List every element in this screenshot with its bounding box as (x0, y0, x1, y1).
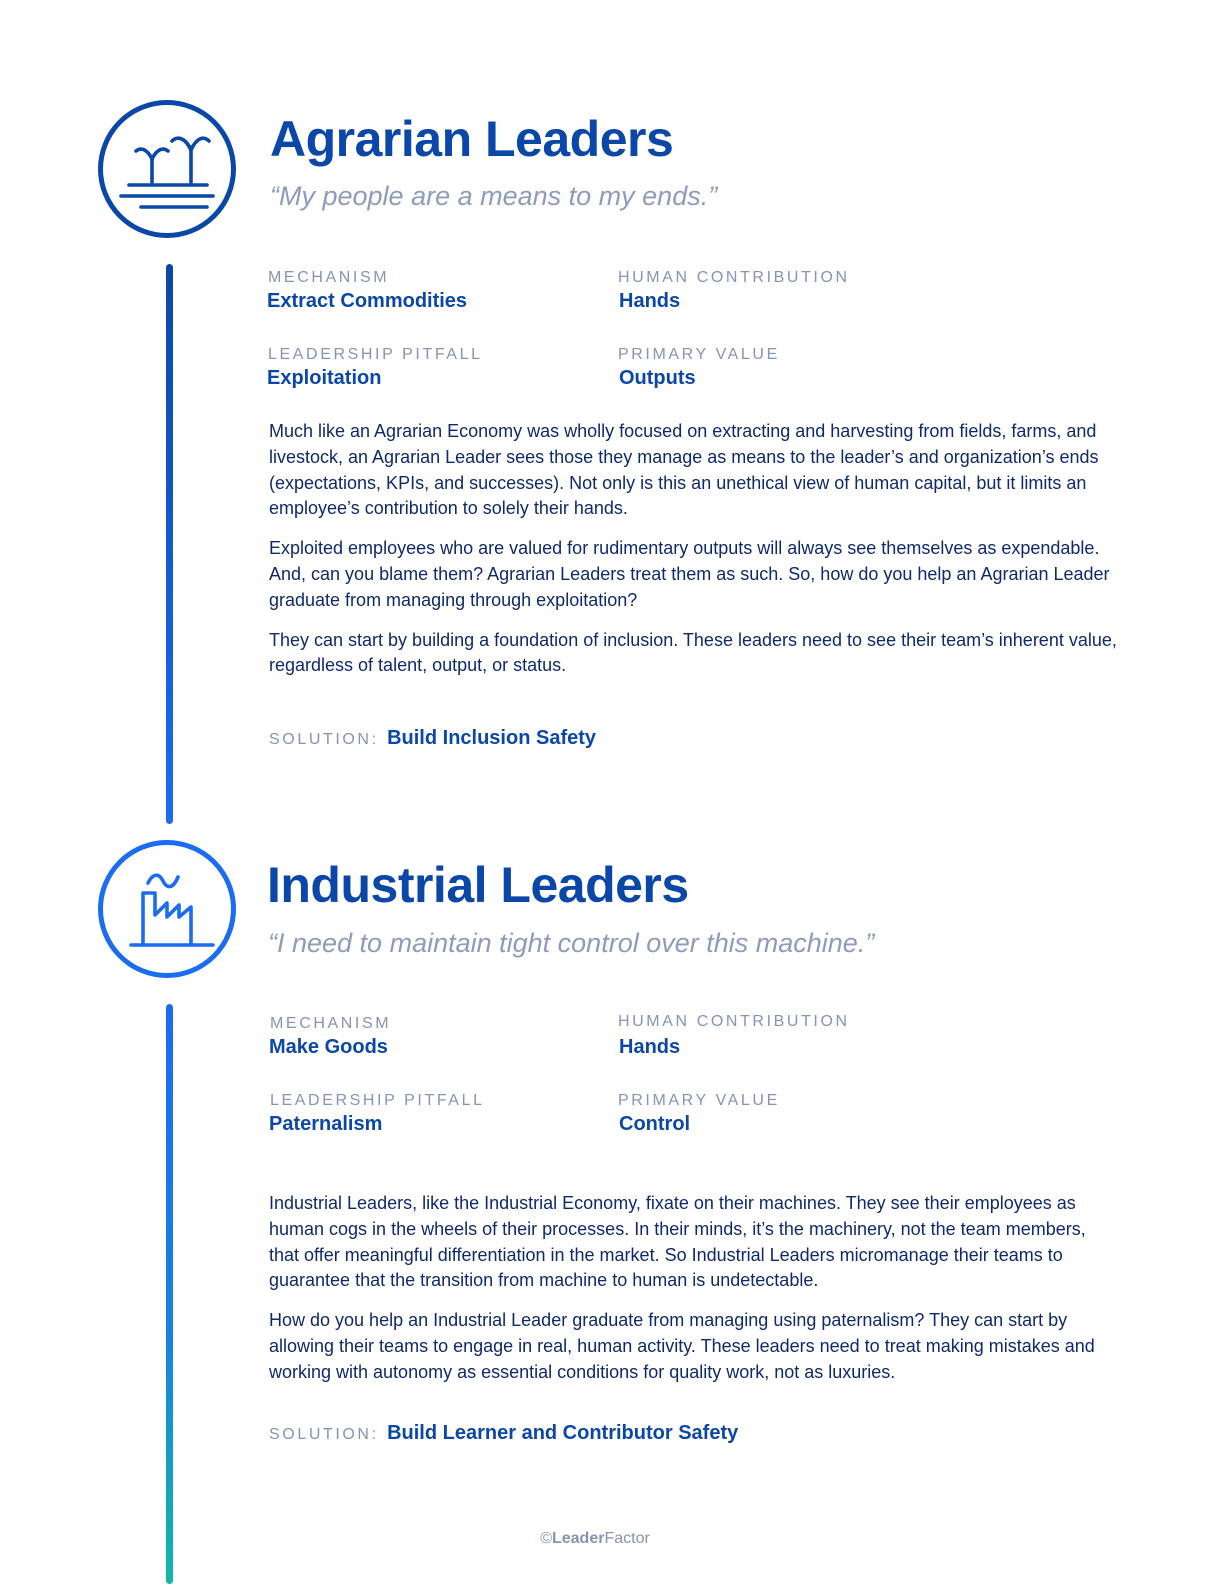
section-title: Industrial Leaders (267, 857, 689, 913)
human-contribution-value: Hands (619, 290, 681, 312)
primary-value-value: Outputs (619, 367, 696, 389)
solution (269, 1422, 738, 1445)
agrarian-icon-circle (98, 100, 236, 238)
solution-label: SOLUTION: (269, 731, 379, 748)
body-paragraph: Much like an Agrarian Economy was wholly focused on extracting and harvesting from fields, farms, and livestock, an Agrarian Leader sees those they manage as means to the leader’s and organization’s ends (expectations, KPIs, and successes). Not only is this an unethical view of human capital, but it limits an employee’s contribution to solely their hands. (269, 421, 1099, 519)
solution-label: SOLUTION: (269, 1426, 379, 1443)
section-body (269, 1191, 1119, 1400)
body-paragraph: They can start by building a foundation of inclusion. These leaders need to see their team’s inherent value, regardless of talent, output, or status. (269, 629, 1117, 676)
mechanism-value: Extract Commodities (267, 290, 468, 312)
body-paragraph: How do you help an Industrial Leader graduate from managing using paternalism? They can start by allowing their teams to engage in real, human activity. These leaders need to treat making mistakes and working with autonomy as essential conditions for quality work, not as luxuries. (269, 1310, 1095, 1382)
copyright-symbol: © (540, 1530, 552, 1547)
human-contribution-value: Hands (619, 1036, 681, 1058)
primary-value-label: PRIMARY VALUE (618, 1092, 780, 1109)
mechanism-label: MECHANISM (268, 269, 390, 286)
pitfall-value: Exploitation (267, 367, 382, 389)
brand-name-light: Factor (604, 1530, 650, 1547)
primary-value-label: PRIMARY VALUE (618, 346, 780, 363)
human-contribution-label: HUMAN CONTRIBUTION (618, 269, 850, 286)
factory-icon (103, 845, 231, 973)
section-title: Agrarian Leaders (270, 111, 674, 167)
solution-value: Build Inclusion Safety (387, 727, 597, 749)
brand-name-strong: Leader (551, 1530, 605, 1547)
pitfall-label: LEADERSHIP PITFALL (268, 346, 483, 363)
pitfall-value: Paternalism (269, 1113, 383, 1135)
human-contribution-label: HUMAN CONTRIBUTION (618, 1013, 850, 1030)
palm-trees-icon (103, 105, 231, 233)
mechanism-value: Make Goods (269, 1036, 388, 1058)
industrial-icon-circle (98, 840, 236, 978)
body-paragraph: Industrial Leaders, like the Industrial Economy, fixate on their machines. They see their employees as human cogs in the wheels of their processes. In their minds, it’s the machinery, not the team members, that offer meaningful differentiation in the market. So Industrial Leaders micromanage their teams to guarantee that the transition from machine to human is undetectable. (269, 1193, 1086, 1291)
timeline-line-2 (166, 1004, 173, 1584)
mechanism-label: MECHANISM (270, 1015, 392, 1032)
timeline-line-1 (166, 264, 173, 824)
section-body (269, 419, 1119, 693)
primary-value-value: Control (619, 1113, 691, 1135)
solution (269, 727, 596, 750)
solution-value: Build Learner and Contributor Safety (387, 1422, 739, 1444)
body-paragraph: Exploited employees who are valued for rudimentary outputs will always see themselves as expendable. And, can you blame them? Agrarian Leaders treat them as such. So, how do you help an Agrarian Leader graduate from managing through exploitation? (269, 538, 1110, 610)
footer-brand (0, 1530, 1190, 1548)
section-quote: “I need to maintain tight control over this machine.” (268, 928, 875, 958)
section-quote: “My people are a means to my ends.” (270, 181, 718, 211)
pitfall-label: LEADERSHIP PITFALL (270, 1092, 485, 1109)
